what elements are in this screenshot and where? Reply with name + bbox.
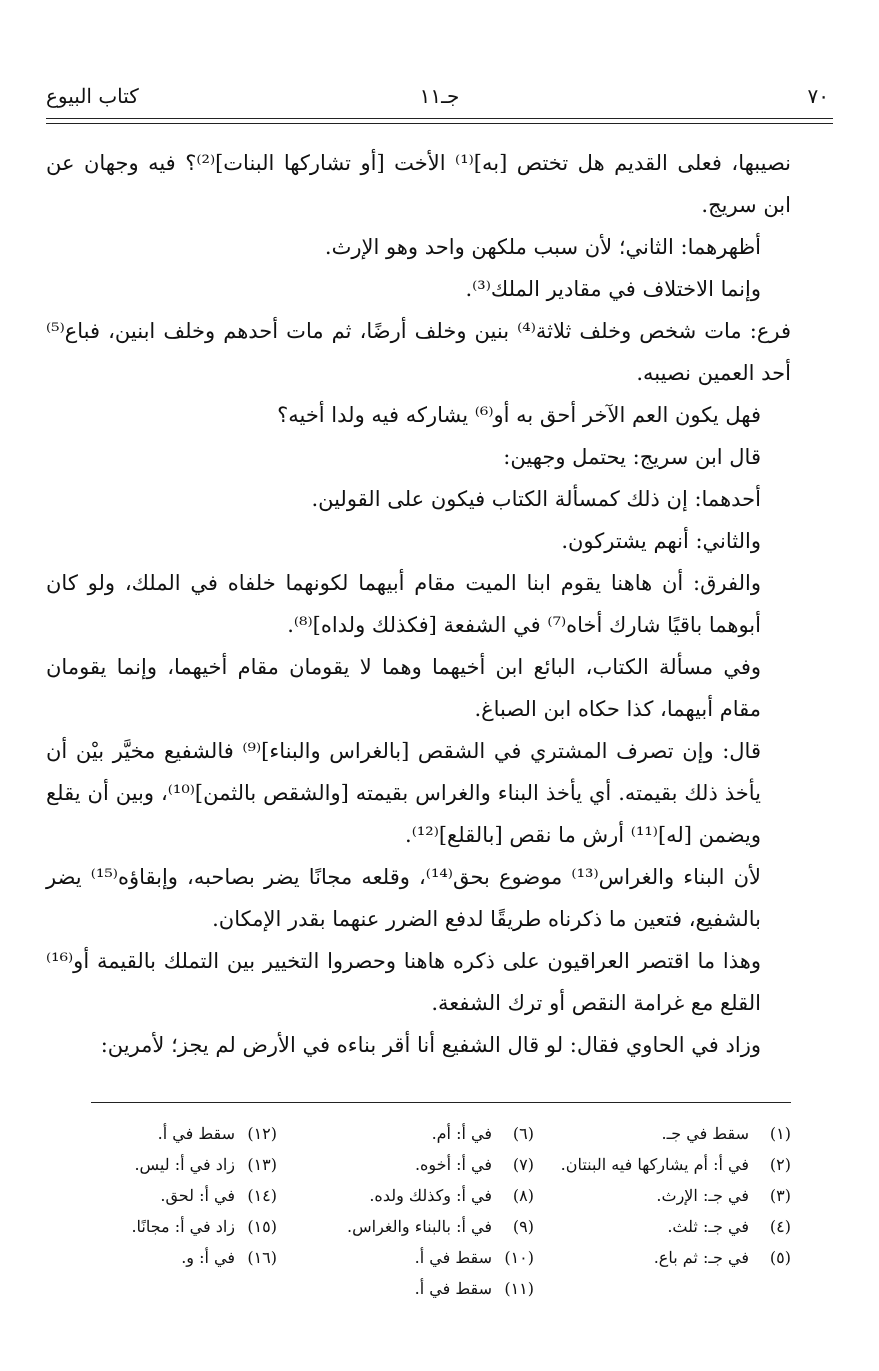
footnote-number: (٧) <box>512 1155 534 1174</box>
paragraph: وإنما الاختلاف في مقادير الملك⁽³⁾. <box>465 277 761 301</box>
footnote <box>556 1180 791 1211</box>
footnote-text: زاد في أ: ليس. <box>134 1155 235 1174</box>
footnote <box>67 1118 277 1149</box>
paragraph: فهل يكون العم الآخر أحق به أو⁽⁶⁾ يشاركه فيه ولدا أخيه؟ <box>277 403 761 427</box>
footnote-number: (١٤) <box>247 1186 277 1205</box>
paragraph: والثاني: أنهم يشتركون. <box>561 529 761 553</box>
footnote-number: (١٥) <box>247 1217 277 1236</box>
paragraph: والفرق: أن هاهنا يقوم ابنا الميت مقام أبيهما لكونهما خلفاه في الملك، ولو كان أبوهما باقيًا شارك أخاه⁽⁷⁾ في الشفعة [فكذلك ولداه]⁽⁸⁾. <box>46 571 761 637</box>
footnote <box>334 1118 534 1149</box>
footnote-number: (٢) <box>769 1155 791 1174</box>
footnote-number: (١٢) <box>247 1124 277 1143</box>
footnote-number: (٨) <box>512 1186 534 1205</box>
footnote <box>334 1211 534 1242</box>
footnote-number: (٣) <box>769 1186 791 1205</box>
footnote-number: (٩) <box>512 1217 534 1236</box>
footnote-text: سقط في أ. <box>414 1279 492 1298</box>
footnote <box>556 1242 791 1273</box>
header-rule-thin <box>46 123 833 124</box>
footnotes-column-3 <box>67 1118 277 1273</box>
running-header <box>46 84 833 116</box>
footnote-text: في جـ: ثلث. <box>667 1217 749 1236</box>
paragraph: وفي مسألة الكتاب، البائع ابن أخيهما وهما لا يقومان مقام أخيهما، وإنما يقومان مقام أبيهما، كذا حكاه ابن الصباغ. <box>46 655 761 721</box>
footnote-text: في أ: بالبناء والغراس. <box>347 1217 492 1236</box>
paragraph: نصيبها، فعلى القديم هل تختص [به]⁽¹⁾ الأخت [أو تشاركها البنات]⁽²⁾؟ فيه وجهان عن ابن سريج. <box>46 151 791 217</box>
footnote <box>334 1273 534 1304</box>
footnote <box>556 1211 791 1242</box>
footnote-number: (٦) <box>512 1124 534 1143</box>
footnote <box>67 1149 277 1180</box>
footnote-text: في أ: أخوه. <box>414 1155 492 1174</box>
footnote <box>67 1180 277 1211</box>
footnote-number: (١٣) <box>247 1155 277 1174</box>
paragraph: لأن البناء والغراس⁽¹³⁾ موضوع بحق⁽¹⁴⁾، وقلعه مجانًا يضر بصاحبه، وإبقاؤه⁽¹⁵⁾ يضر بالشفيع، فتعين ما ذكرناه طريقًا لدفع الضرر عنهما بقدر الإمكان. <box>46 865 761 931</box>
footnote-text: في أ: لحق. <box>160 1186 235 1205</box>
footnote-number: (٥) <box>769 1248 791 1267</box>
footnote-text: في أ: وكذلك ولده. <box>369 1186 492 1205</box>
footnotes-column-2 <box>334 1118 534 1304</box>
footnote <box>334 1242 534 1273</box>
footnote-text: سقط في جـ. <box>661 1124 749 1143</box>
paragraph: أحدهما: إن ذلك كمسألة الكتاب فيكون على القولين. <box>311 487 761 511</box>
footnote <box>556 1118 791 1149</box>
main-text <box>46 142 791 1066</box>
footnote <box>67 1242 277 1273</box>
paragraph: أظهرهما: الثاني؛ لأن سبب ملكهن واحد وهو الإرث. <box>324 235 761 259</box>
page-number: ٧٠ <box>807 84 829 108</box>
footnote-number: (١١) <box>504 1279 534 1298</box>
footnotes-column-1 <box>556 1118 791 1273</box>
footnote-number: (١٠) <box>504 1248 534 1267</box>
footnote <box>334 1149 534 1180</box>
footnote-text: في أ: أم يشاركها فيه البنتان. <box>560 1155 749 1174</box>
paragraph-bold-quote: قال: وإن تصرف المشتري في الشقص [بالغراس والبناء]⁽⁹⁾ فالشفيع مخيَّر بيْن أن يأخذ ذلك بقيمته. أي يأخذ البناء والغراس بقيمته [والشقص بالثمن]⁽¹⁰⁾، وبين أن يقلع ويضمن [له]⁽¹¹⁾ أرش ما نقص [بالقلع]⁽¹²⁾. <box>46 739 761 847</box>
footnote-rule <box>91 1102 791 1103</box>
footnote-text: في جـ: ثم باع. <box>653 1248 749 1267</box>
paragraph: وهذا ما اقتصر العراقيون على ذكره هاهنا وحصروا التخيير بين التملك بالقيمة أو⁽¹⁶⁾ القلع مع غرامة النقص أو ترك الشفعة. <box>46 949 761 1015</box>
paragraph: وزاد في الحاوي فقال: لو قال الشفيع أنا أقر بناءه في الأرض لم يجز؛ لأمرين: <box>100 1033 761 1057</box>
footnote-text: في أ: أم. <box>431 1124 492 1143</box>
paragraph: فرع: مات شخص وخلف ثلاثة⁽⁴⁾ بنين وخلف أرضًا، ثم مات أحدهم وخلف ابنين، فباع⁽⁵⁾ أحد العمين نصيبه. <box>46 319 791 385</box>
footnote <box>334 1180 534 1211</box>
header-rule <box>46 118 833 119</box>
footnote-number: (١) <box>769 1124 791 1143</box>
footnote-number: (١٦) <box>247 1248 277 1267</box>
footnote-text: سقط في أ. <box>414 1248 492 1267</box>
footnote-text: زاد في أ: مجانًا. <box>131 1217 235 1236</box>
footnote-text: في جـ: الإرث. <box>656 1186 749 1205</box>
footnote <box>67 1211 277 1242</box>
footnote-text: سقط في أ. <box>157 1124 235 1143</box>
book-title: كتاب البيوع <box>46 84 139 108</box>
paragraph: قال ابن سريج: يحتمل وجهين: <box>503 445 761 469</box>
volume-label: جـ١١ <box>419 84 460 108</box>
footnote-text: في أ: و. <box>181 1248 235 1267</box>
footnote-number: (٤) <box>769 1217 791 1236</box>
footnote <box>556 1149 791 1180</box>
